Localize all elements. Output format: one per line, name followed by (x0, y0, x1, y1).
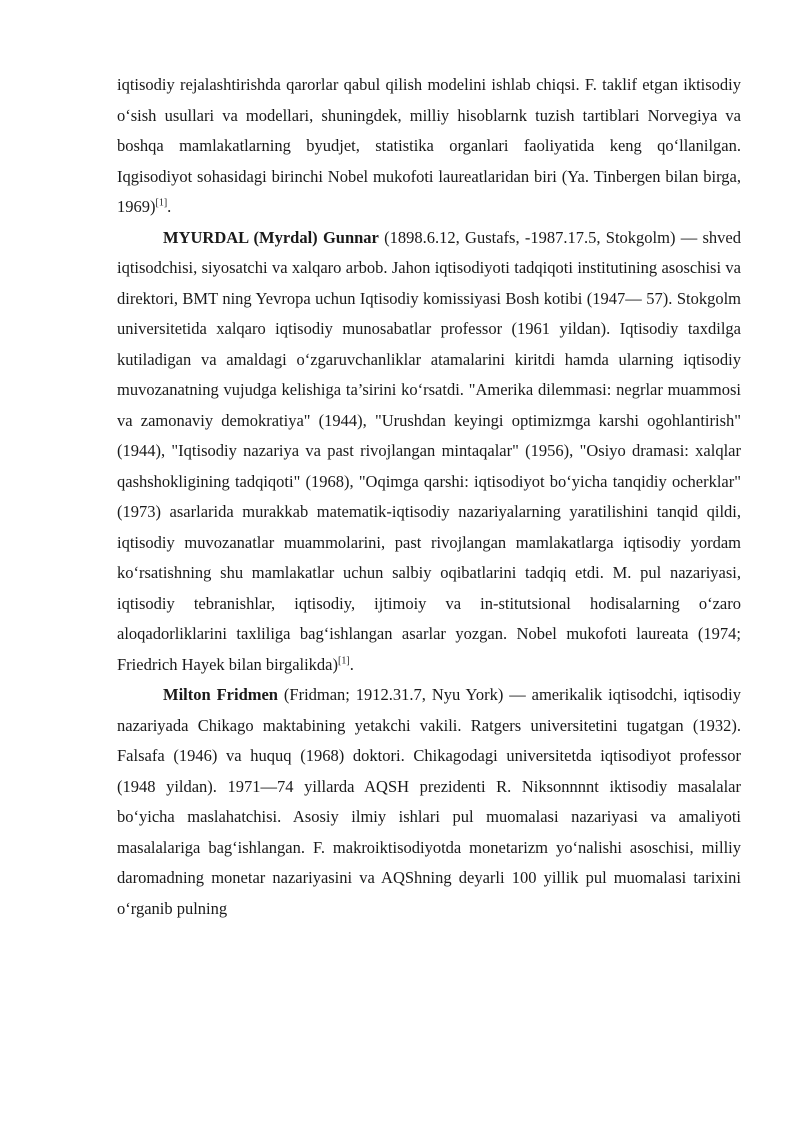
document-page (117, 70, 741, 924)
entry-heading-friedman: Milton Fridmen (163, 685, 278, 704)
paragraph-text: (Fridman; 1912.31.7, Nyu York) — amerikalik iqtisodchi, iqtisodiy nazariyada Chikago maktabining yetakchi vakili. Ratgers universitetini tugatgan (1932). Falsafa (1946) va huquq (1968) doktori. Chikagodagi universitetda iqtisodiyot professor (1948 yildan). 1971—74 yillarda AQSH prezidenti R. Niksonnnnt iktisodiy masalalar bo‘yicha maslahatchisi. Asosiy ilmiy ishlari pul muomalasi nazariyasi va amaliyoti masalalariga bag‘ishlangan. F. makroiktisodiyotda monetarizm yo‘nalishi asoschisi, milliy daromadning monetar nazariyasini va AQShning deyarli 100 yillik pul muomalasi tarixini o‘rganib pulning (117, 685, 741, 918)
paragraph-text: iqtisodiy rejalashtirishda qarorlar qabul qilish modelini ishlab chiqsi. F. taklif etgan iktisodiy o‘sish usullari va modellari, shuningdek, milliy hisoblarnk tuzish tartiblari Norvegiya va boshqa mamlakatlarning byudjet, statistika organlari faoliyatida keng qo‘llanilgan. Iqgisodiyot sohasidagi birinchi Nobel mukofoti laureatlaridan biri (Ya. Tinbergen bilan birga, 1969) (117, 75, 741, 216)
paragraph-end: . (349, 654, 354, 674)
entry-heading-myrdal: MYURDAL (Myrdal) Gunnar (163, 227, 379, 247)
paragraph-friedman (117, 680, 741, 924)
footnote-reference[interactable]: [1] (338, 655, 350, 666)
paragraph-end: . (167, 197, 172, 216)
paragraph-text: (1898.6.12, Gustafs, -1987.17.5, Stokgolm) — shved iqtisodchisi, siyosatchi va xalqaro arbob. Jahon iqtisodiyoti tadqiqoti institutining asoschisi va direktori, BMT ning Yevropa uchun Iqtisodiy komissiyasi Bosh kotibi (1947— 57). Stokgolm universitetida xalqaro iqtisodiy munosabatlar professor (1961 yildan). Iqtisodiy taxdilga kutiladigan va amaldagi o‘zgaruvchanliklar atamalarini kiritdi hamda ularning iqtisodiy muvozanatning vujudga kelishiga ta’sirini ko‘rsatdi. "Amerika dilemmasi: negrlar muammosi va zamonaviy demokratiya" (1944), "Urushdan keyingi optimizmga karshi ogohlantirish" (1944), "Iqtisodiy nazariya va past rivojlangan mintaqalar" (1956), "Osiyo dramasi: xalqlar qashshokligining tadqiqoti" (1968), "Oqimga qarshi: iqtisodiyot bo‘yicha tanqidiy ocherklar" (1973) asarlarida murakkab matematik-iqtisodiy nazariyalarning yaratilishini tanqid qildi, iqtisodiy muvozanatlar muammolarini, past rivojlangan mamlakatlarga iqtisodiy yordam ko‘rsatishning shu mamlakatlar uchun salbiy oqibatlarini tadqiq etdi. M. pul nazariyasi, iqtisodiy tebranishlar, iqtisodiy, ijtimoiy va in-stitutsional hodisalarning o‘zaro aloqadorliklarini taxliliga bag‘ishlangan asarlar yozgan. Nobel mukofoti laureata (1974; Friedrich Hayek bilan birgalikda) (117, 227, 741, 674)
paragraph-tinbergen-continuation (117, 70, 741, 223)
footnote-reference[interactable]: [1] (155, 197, 168, 209)
paragraph-myrdal (117, 223, 741, 681)
